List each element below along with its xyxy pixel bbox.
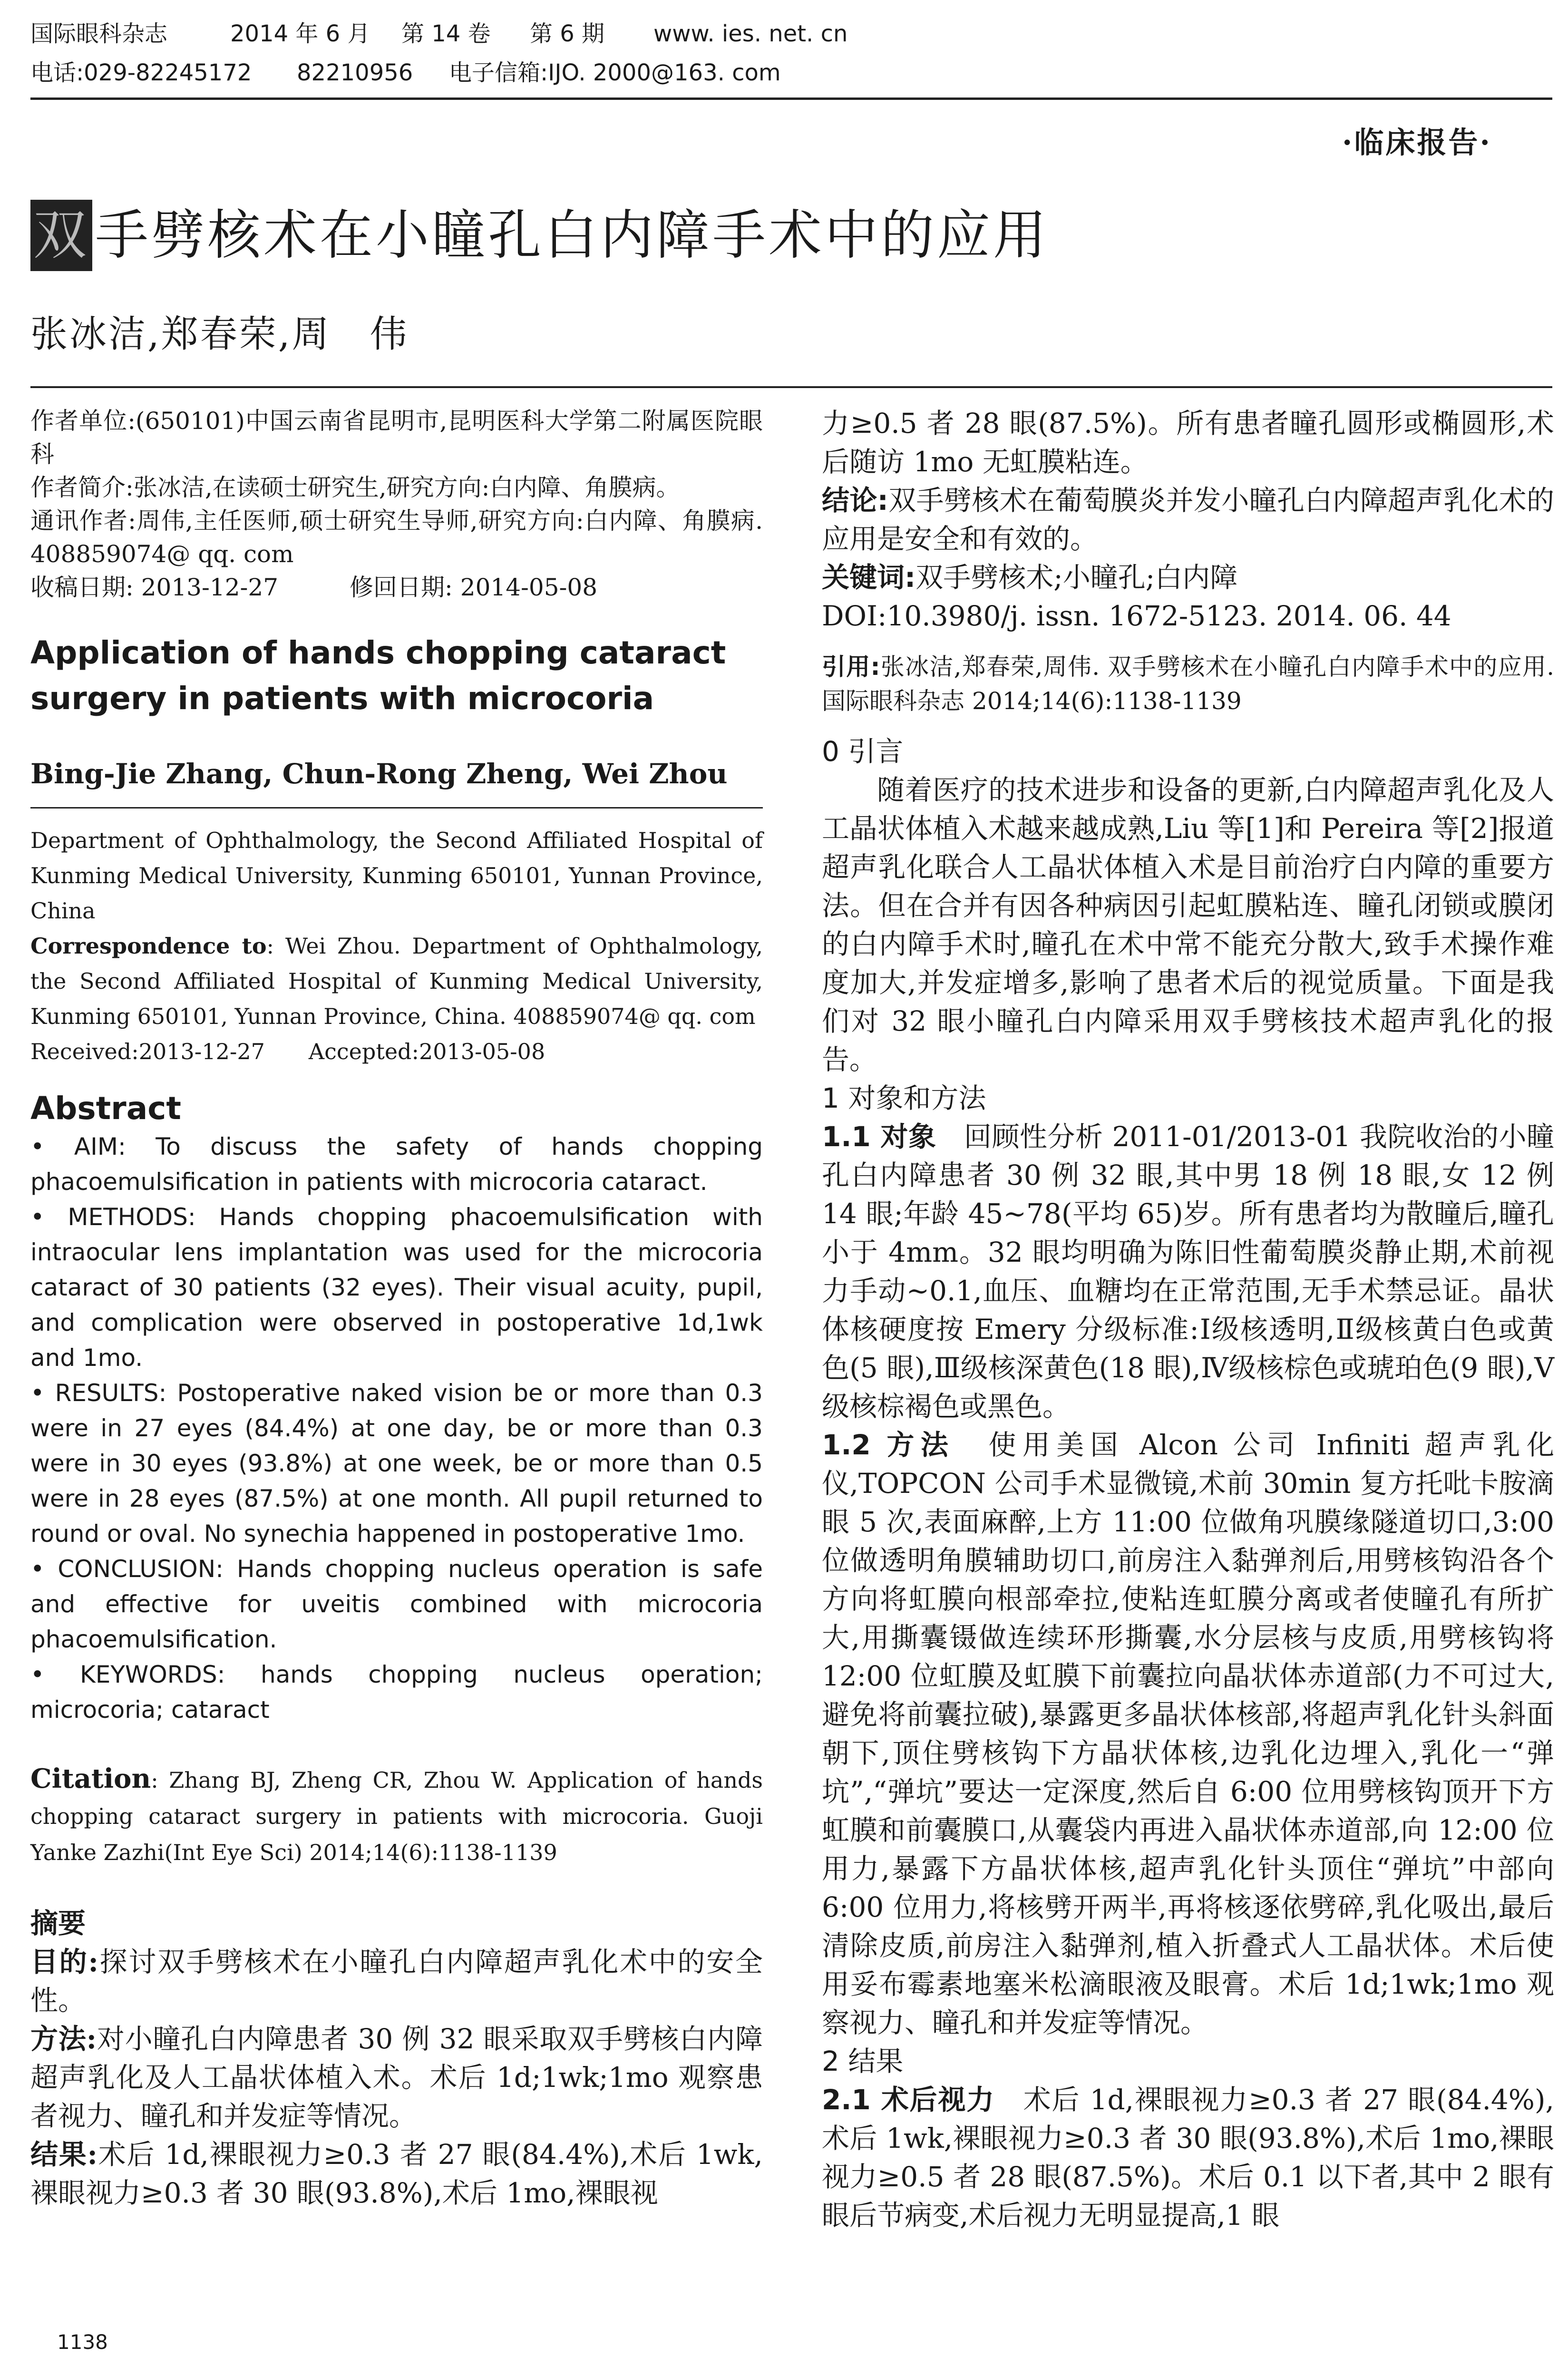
zh-aim-label: 目的: <box>30 1946 98 1978</box>
citation-label: Citation <box>30 1763 151 1794</box>
journal-name: 国际眼科杂志 <box>30 20 168 47</box>
phone: 电话:029-82245172 <box>30 59 252 86</box>
correspondence-text: : Wei Zhou. Department of Ophthalmology, the Second Affiliated Hospital of Kunming Medical University, Kunming 650101, Yunnan Province, China. 408859074@ qq. com <box>30 933 763 1029</box>
authors-rule <box>30 807 763 809</box>
abstract-aim: • AIM: To discuss the safety of hands chopping phacoemulsification in patients with microcoria cataract. <box>30 1133 763 1196</box>
zh-citation <box>822 650 1554 718</box>
issue: 第 6 期 <box>530 20 605 47</box>
zh-methods-text: 对小瞳孔白内障患者 30 例 32 眼采取双手劈核白内障超声乳化及人工晶状体植入术。术后 1d;1wk;1mo 观察患者视力、瞳孔和并发症等情况。 <box>30 2023 763 2132</box>
header-rule <box>30 97 1552 100</box>
corresponding-author: 通讯作者:周伟,主任医师,硕士研究生导师,研究方向:白内障、角膜病. 408859074@ qq. com <box>30 507 763 568</box>
zh-abstract-aim <box>30 1943 763 2020</box>
zh-aim-text: 探讨双手劈核术在小瞳孔白内障超声乳化术中的安全性。 <box>30 1946 763 2017</box>
method-paragraph <box>822 1426 1554 2042</box>
zh-abstract-results <box>30 2135 763 2212</box>
article-title <box>30 200 1457 271</box>
results-continued: 力≥0.5 者 28 眼(87.5%)。所有患者瞳孔圆形或椭圆形,术后随访 1mo 无虹膜粘连。 <box>822 407 1554 478</box>
methods-heading: 1 对象和方法 <box>822 1082 986 1114</box>
header-line-1 <box>30 14 1552 53</box>
vision-label: 2.1 术后视力 <box>822 2084 995 2116</box>
title-text: 手劈核术在小瞳孔白内障手术中的应用 <box>95 205 1049 266</box>
zh-keywords <box>822 558 1554 597</box>
section-tag: ·临床报告· <box>1342 125 1492 160</box>
conclusion-text: 双手劈核术在葡萄膜炎并发小瞳孔白内障超声乳化术的应用是安全和有效的。 <box>822 484 1554 555</box>
subjects-text: 回顾性分析 2011-01/2013-01 我院收治的小瞳孔白内障患者 30 例 32 眼,其中男 18 例 18 眼,女 12 例 14 眼;年龄 45~78(平均 65)岁。所有患者均为散瞳后,瞳孔小于 4mm。32 眼均明确为陈旧性葡萄膜炎静止期,术前视力手动~0.1,血压、血糖均在正常范围,无手术禁忌证。晶状体核硬度按 Emery 分级标准:Ⅰ级核透明,Ⅱ级核黄白色或黄色(5 眼),Ⅲ级核深黄色(18 眼),Ⅳ级核棕色或琥珀色(9 眼),Ⅴ级核棕褐色或黑色。 <box>822 1120 1554 1422</box>
abstract-body <box>30 1129 763 1727</box>
intro-text: 随着医疗的技术进步和设备的更新,白内障超声乳化及人工晶状体植入术越来越成熟,Liu 等[1]和 Pereira 等[2]报道超声乳化联合人工晶状体植入术是目前治疗白内障的重要方法。但在合并有因各种病因引起虹膜粘连、瞳孔闭锁或膜闭的白内障手术时,瞳孔在术中常不能充分散大,致手术操作难度加大,并发症增多,影响了患者术后的视觉质量。下面是我们对 32 眼小瞳孔白内障采用双手劈核技术超声乳化的报告。 <box>822 774 1554 1076</box>
zh-conclusion <box>822 481 1554 558</box>
keywords-label: 关键词: <box>822 561 916 594</box>
subjects-paragraph <box>822 1118 1554 1426</box>
abstract-keywords: • KEYWORDS: hands chopping nucleus operation; microcoria; cataract <box>30 1661 763 1724</box>
method-label: 1.2 方法 <box>822 1429 955 1461</box>
zh-abstract-methods <box>30 2020 763 2135</box>
english-title: Application of hands chopping cataract surgery in patients with microcoria <box>30 634 726 717</box>
abstract-heading: Abstract <box>30 1090 181 1127</box>
website: www. ies. net. cn <box>653 20 848 47</box>
page-number: 1138 <box>57 2330 108 2354</box>
title-rule <box>30 386 1552 388</box>
phone-2: 82210956 <box>297 59 413 86</box>
zh-abstract-heading: 摘要 <box>30 1907 86 1939</box>
method-text: 使用美国 Alcon 公司 Infiniti 超声乳化仪,TOPCON 公司手术显微镜,术前 30min 复方托吡卡胺滴眼 5 次,表面麻醉,上方 11:00 位做角巩膜缘隧道切口,3:00 位做透明角膜辅助切口,前房注入黏弹剂后,用劈核钩沿各个方向将虹膜向根部牵拉,使粘连虹膜分离或者使瞳孔有所扩大,用撕囊镊做连续环形撕囊,水分层核与皮质,用劈核钩将 12:00 位虹膜及虹膜下前囊拉向晶状体赤道部(力不可过大,避免将前囊拉破),暴露更多晶状体核部,将超声乳化针头斜面朝下,顶住劈核钩下方晶状体核,边乳化边埋入,乳化一“弹坑”,“弹坑”要达一定深度,然后自 6:00 位用劈核钩顶开下方虹膜和前囊膜口,从囊袋内再进入晶状体赤道部,向 12:00 位用力,暴露下方晶状体核,超声乳化针头顶住“弹坑”中部向 6:00 位用力,将核劈开两半,再将核逐依劈碎,乳化吸出,最后清除皮质,前房注入黏弹剂,植入折叠式人工晶状体。术后使用妥布霉素地塞米松滴眼液及眼膏。术后 1d;1wk;1mo 观察视力、瞳孔和并发症等情况。 <box>822 1429 1554 2039</box>
zh-citation-label: 引用: <box>822 653 880 681</box>
volume: 第 14 卷 <box>401 20 491 47</box>
zh-results-label: 结果: <box>30 2138 97 2171</box>
authors-zh: 张冰洁,郑春荣,周 伟 <box>30 313 409 356</box>
left-column <box>30 404 763 2212</box>
affiliation: 作者单位:(650101)中国云南省昆明市,昆明医科大学第二附属医院眼科 <box>30 407 763 468</box>
right-column <box>822 404 1554 2235</box>
citation-text: : Zhang BJ, Zheng CR, Zhou W. Application of hands chopping cataract surgery in patients with microcoria. Guoji Yanke Zazhi(Int Eye Sci) 2014;14(6):1138-1139 <box>30 1767 763 1865</box>
conclusion-label: 结论: <box>822 484 888 516</box>
zh-citation-text: 张冰洁,郑春荣,周伟. 双手劈核术在小瞳孔白内障手术中的应用. 国际眼科杂志 2014;14(6):1138-1139 <box>822 653 1554 715</box>
header-line-2 <box>30 53 1552 92</box>
dates: 收稿日期: 2013-12-27 修回日期: 2014-05-08 <box>30 574 598 601</box>
subjects-label: 1.1 对象 <box>822 1120 936 1153</box>
journal-header <box>30 14 1552 92</box>
citation-en <box>30 1761 763 1870</box>
english-authors: Bing-Jie Zhang, Chun-Rong Zheng, Wei Zhou <box>30 758 728 790</box>
author-meta <box>30 404 763 604</box>
keywords-text: 双手劈核术;小瞳孔;白内障 <box>915 561 1238 594</box>
vision-paragraph <box>822 2081 1554 2235</box>
intro-heading: 0 引言 <box>822 735 904 768</box>
zh-abstract <box>30 1943 763 2212</box>
results-heading: 2 结果 <box>822 2045 904 2077</box>
correspondence-label: Correspondence to <box>30 933 267 959</box>
vision-text: 术后 1d,裸眼视力≥0.3 者 27 眼(84.4%),术后 1wk,裸眼视力≥0.3 者 30 眼(93.8%),术后 1mo,裸眼视力≥0.5 者 28 眼(87.5%)。术后 0.1 以下者,其中 2 眼有眼后节病变,术后视力无明显提高,1 眼 <box>822 2084 1554 2231</box>
department: Department of Ophthalmology, the Second Affiliated Hospital of Kunming Medical University, Kunming 650101, Yunnan Province, China <box>30 828 763 924</box>
doi: DOI:10.3980/j. issn. 1672-5123. 2014. 06. 44 <box>822 600 1451 632</box>
abstract-continued <box>822 404 1554 2235</box>
abstract-results: • RESULTS: Postoperative naked vision be or more than 0.3 were in 27 eyes (84.4%) at one day, be or more than 0.3 were in 30 eyes (93.8%) at one week, be or more than 0.5 were in 28 eyes (87.5%) at one month. All pupil returned to round or oval. No synechia happened in postoperative 1mo. <box>30 1379 763 1548</box>
abstract-methods: • METHODS: Hands chopping phacoemulsification with intraocular lens implantation was used for the microcoria cataract of 30 patients (32 eyes). Their visual acuity, pupil, and complication were observed in postoperative 1d,1wk and 1mo. <box>30 1203 763 1372</box>
issue-date: 2014 年 6 月 <box>230 20 370 47</box>
email: 电子信箱:IJO. 2000@163. com <box>449 59 781 86</box>
zh-results-text: 术后 1d,裸眼视力≥0.3 者 27 眼(84.4%),术后 1wk,裸眼视力≥0.3 者 30 眼(93.8%),术后 1mo,裸眼视 <box>30 2138 763 2209</box>
correspondence <box>30 928 763 1034</box>
title-drop-char: 双 <box>30 200 92 271</box>
abstract-conclusion: • CONCLUSION: Hands chopping nucleus operation is safe and effective for uveitis combined with microcoria phacoemulsification. <box>30 1555 763 1653</box>
zh-methods-label: 方法: <box>30 2023 97 2055</box>
author-bio: 作者简介:张冰洁,在读硕士研究生,研究方向:白内障、角膜病。 <box>30 474 680 501</box>
received-accepted: Received:2013-12-27 Accepted:2013-05-08 <box>30 1039 545 1064</box>
